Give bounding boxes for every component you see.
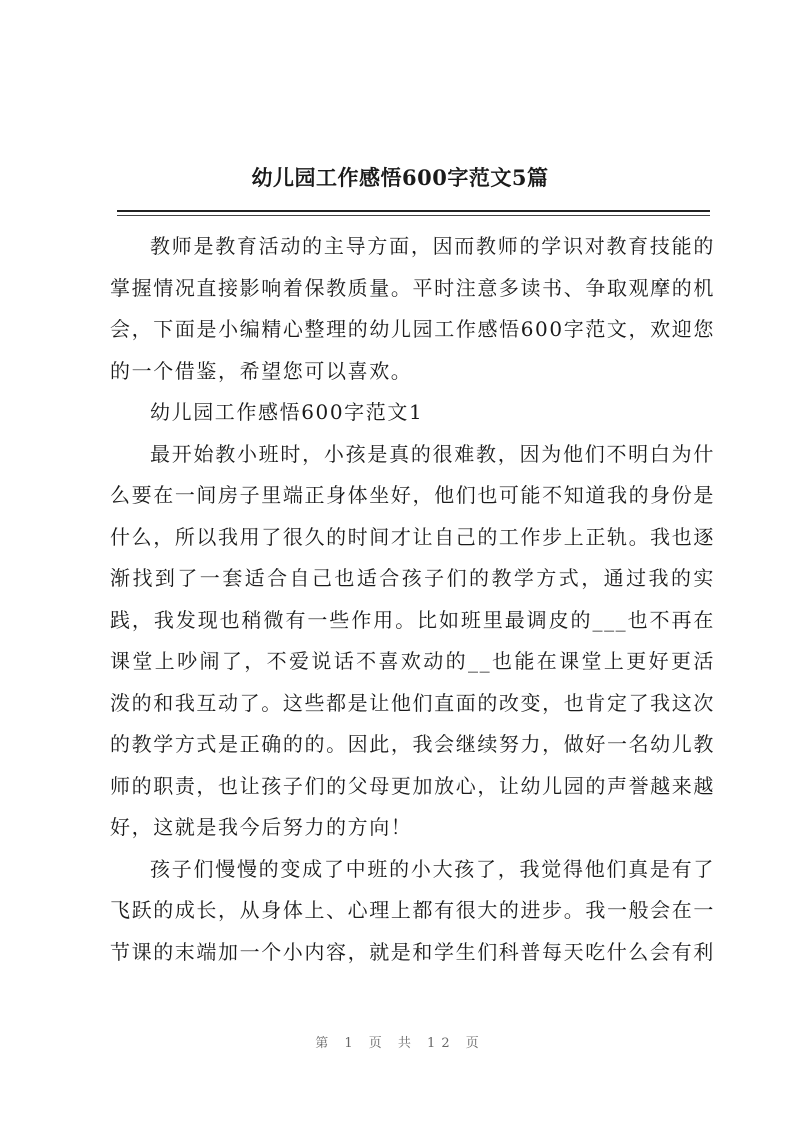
- body-paragraph: 孩子们慢慢的变成了中班的小大孩了，我觉得他们真是有了飞跃的成长，从身体上、心理上都有很大的进步。我一般会在一节课的末端加一个小内容，就是和学生们科普每天吃什么会有利: [110, 856, 715, 964]
- body-paragraph: 最开始教小班时，小孩是真的很难教，因为他们不明白为什么要在一间房子里端正身体坐好，他们也可能不知道我的身份是什么，所以我用了很久的时间才让自己的工作步上正轨。我也逐渐找到了一套适合自己也适合孩子们的教学方式，通过我的实践，我发现也稍微有一些作用。比如班里最调皮的___也不再在课堂上吵闹了，不爱说话不喜欢动的__也能在课堂上更好更活泼的和我互动了。这些都是让他们直面的改变，也肯定了我这次的教学方式是正确的的。因此，我会继续努力，做好一名幼儿教师的职责，也让孩子们的父母更加放心，让幼儿园的声誉越来越好，这就是我今后努力的方向！: [110, 441, 715, 839]
- section-heading: 幼儿园工作感悟600字范文1: [150, 400, 424, 424]
- intro-paragraph: 教师是教育活动的主导方面，因而教师的学识对教育技能的掌握情况直接影响着保教质量。平时注意多读书、争取观摩的机会，下面是小编精心整理的幼儿园工作感悟600字范文，欢迎您的一个借鉴，希望您可以喜欢。: [110, 234, 715, 383]
- title-divider: [117, 210, 710, 212]
- document-body: [110, 226, 715, 973]
- title-divider-thin: [117, 215, 710, 216]
- page-number-footer: 第 1 页 共 12 页: [315, 1036, 485, 1051]
- page-title: 幼儿园工作感悟600字范文5篇: [251, 165, 549, 190]
